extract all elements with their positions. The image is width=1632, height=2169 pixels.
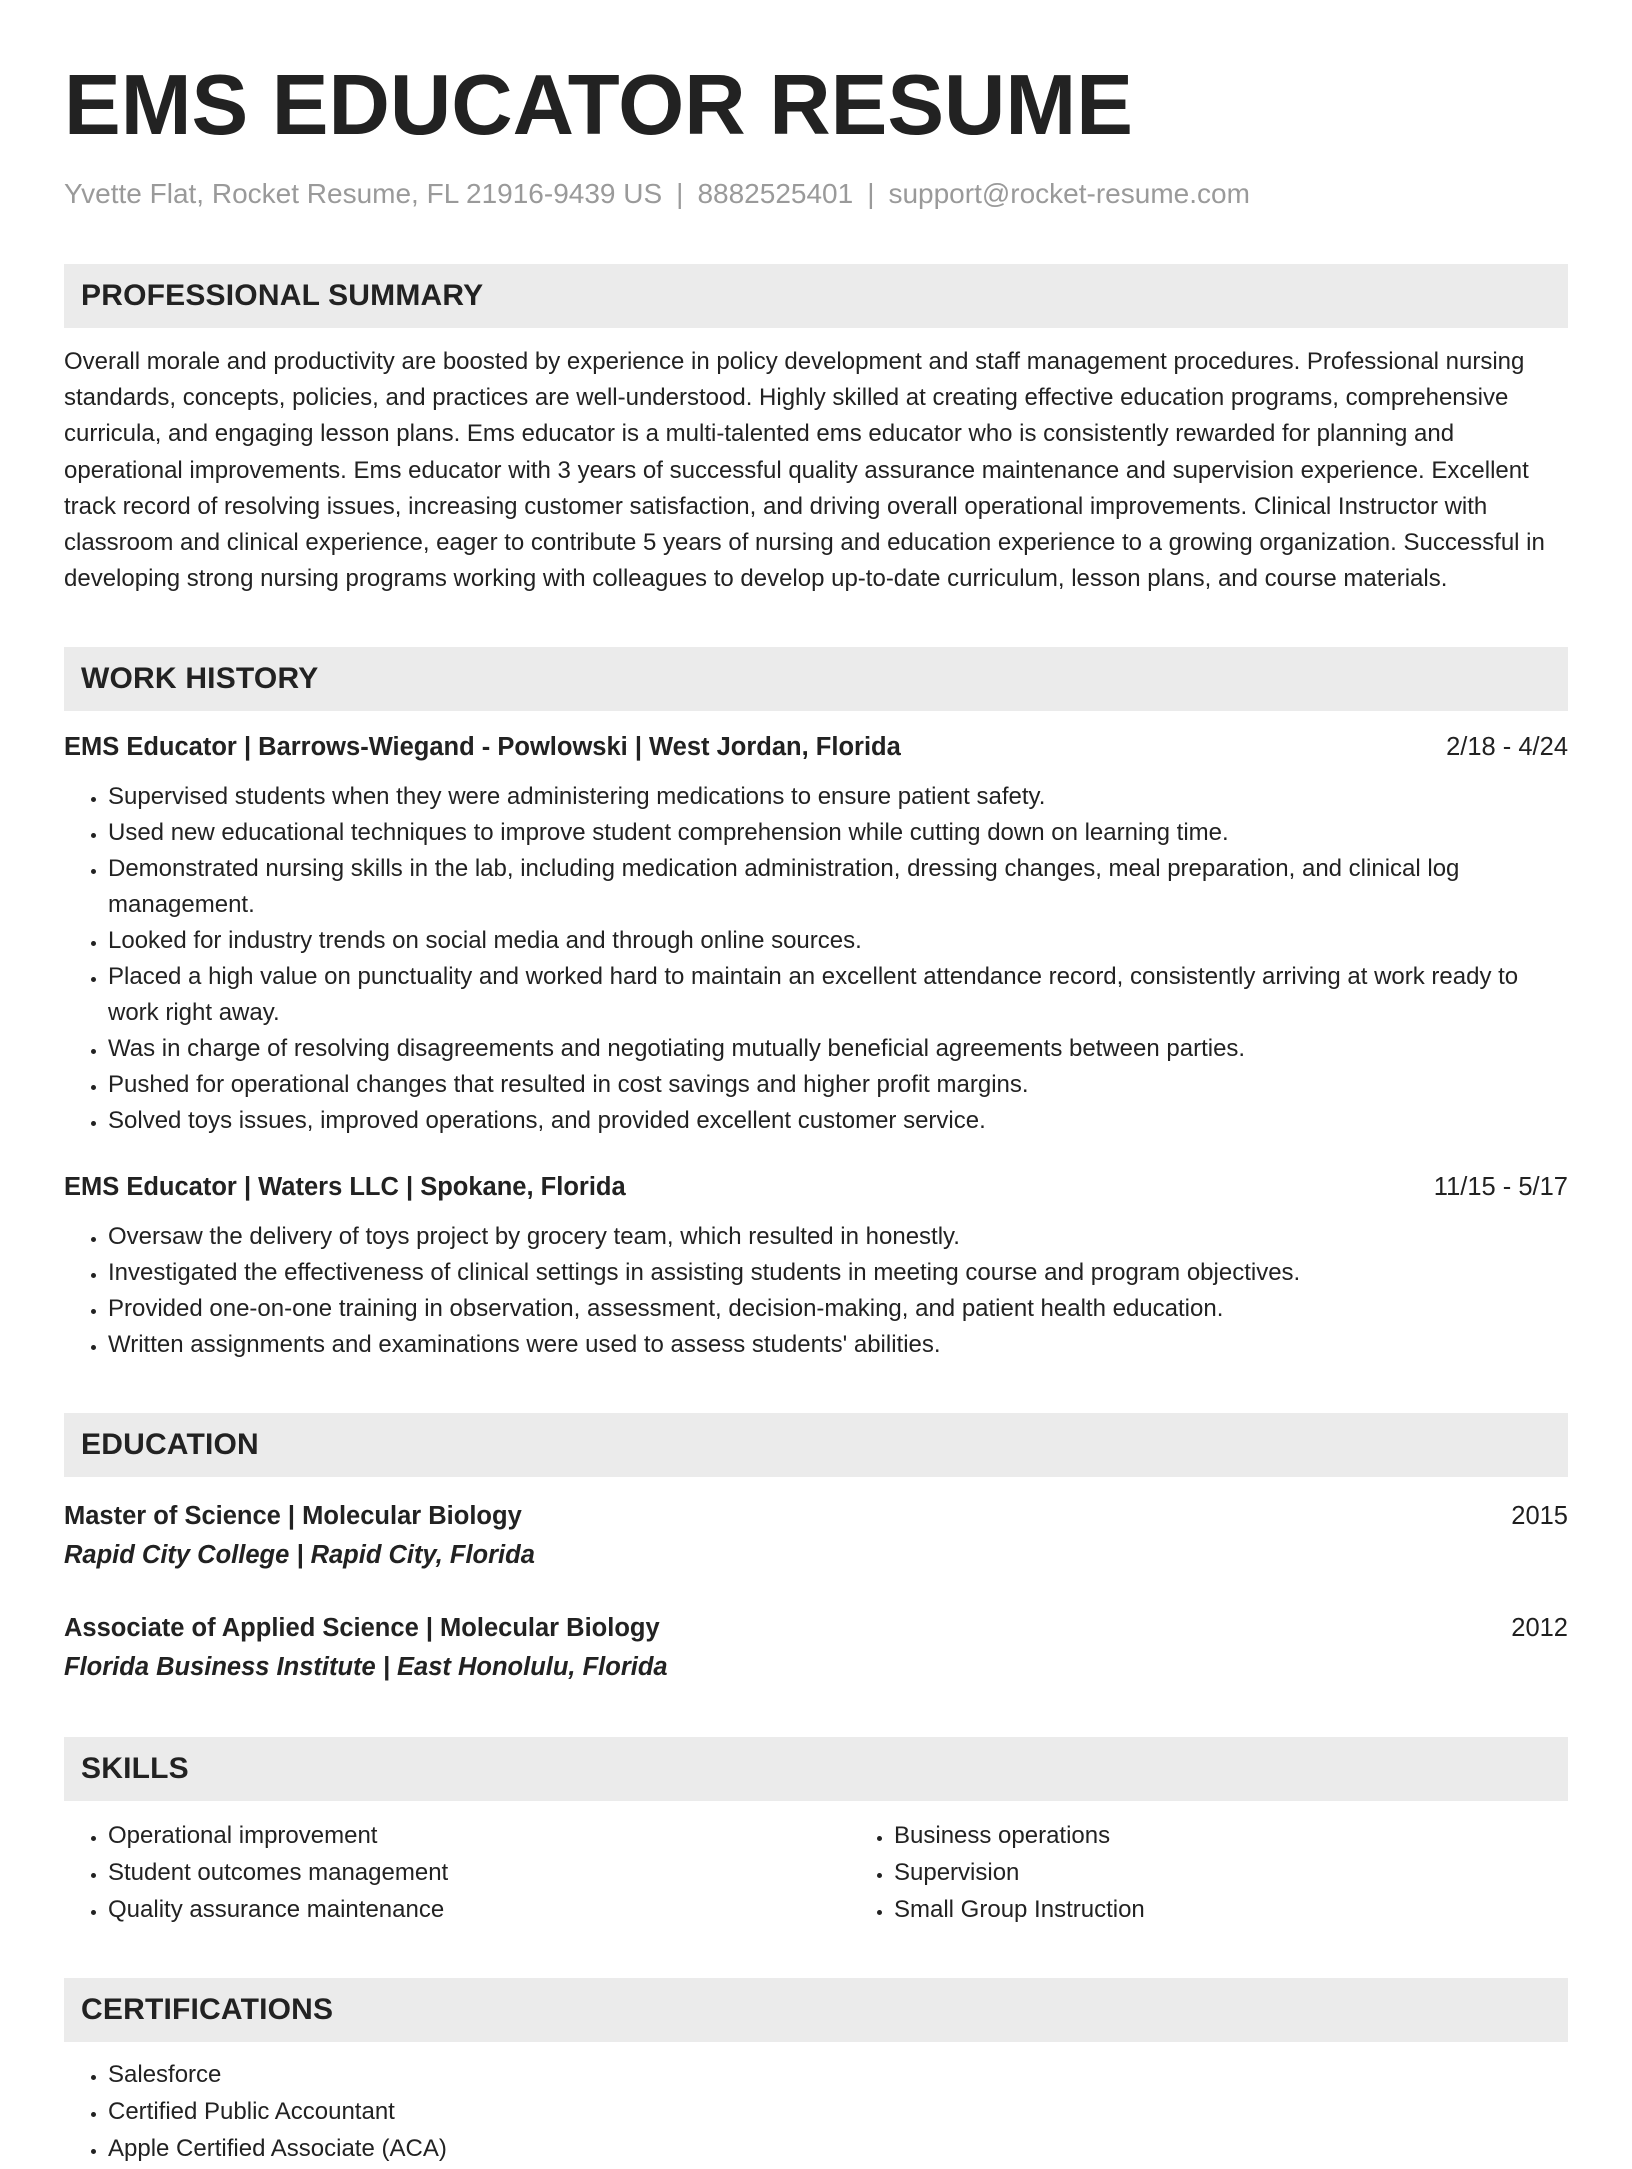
list-item: • Was in charge of resolving disagreements and negotiating mutually beneficial agreements between parties.: [108, 1031, 1568, 1067]
list-item: • Looked for industry trends on social media and through online sources.: [108, 923, 1568, 959]
summary-text: Overall morale and productivity are boosted by experience in policy development and staff management procedures. Professional nursing standards, concepts, policies, and practices are well-understood. Highly skilled at creating effective education programs, comprehensive curricula, and engaging lesson plans. Ems educator is a multi-talented ems educator who is consistently rewarded for planning and operational improvements. Ems educator with 3 years of successful quality assurance maintenance and supervision experience. Excellent track record of resolving issues, increasing customer satisfaction, and driving overall operational improvements. Clinical Instructor with classroom and clinical experience, eager to contribute 5 years of nursing and education experience to a growing organization. Successful in developing strong nursing programs working with colleagues to develop up-to-date curriculum, lesson plans, and course materials.: [64, 348, 1545, 593]
list-item: • Apple Certified Associate (ACA): [108, 2130, 1568, 2167]
section-header-certifications: CERTIFICATIONS: [64, 1978, 1568, 2042]
job-title: EMS Educator | Waters LLC | Spokane, Florida: [64, 1173, 626, 1202]
list-item: • Certified Public Accountant: [108, 2093, 1568, 2130]
list-item: • Placed a high value on punctuality and worked hard to maintain an excellent attendance record, consistently arriving at work ready to work right away.: [108, 959, 1568, 1031]
contact-address: Yvette Flat, Rocket Resume, FL 21916-9439 US: [64, 178, 663, 209]
list-item: • Investigated the effectiveness of clinical settings in assisting students in meeting course and program objectives.: [108, 1255, 1568, 1291]
job-header: [64, 1169, 1568, 1205]
contact-separator: |: [867, 178, 875, 209]
education-year: 2012: [1511, 1614, 1568, 1643]
job-entry: [64, 729, 1568, 1139]
education-school: Rapid City College | Rapid City, Florida: [64, 1541, 535, 1570]
list-item: • Oversaw the delivery of toys project by grocery team, which resulted in honestly.: [108, 1219, 1568, 1255]
job-dates: 2/18 - 4/24: [1446, 733, 1568, 762]
section-header-work-history: WORK HISTORY: [64, 647, 1568, 711]
list-item: • Quality assurance maintenance: [108, 1891, 850, 1928]
education-degree: Associate of Applied Science | Molecular Biology: [64, 1614, 660, 1643]
job-dates: 11/15 - 5/17: [1433, 1173, 1568, 1202]
list-item: • Pushed for operational changes that resulted in cost savings and higher profit margins.: [108, 1067, 1568, 1103]
contact-phone: 8882525401: [697, 178, 854, 209]
resume-title: EMS EDUCATOR RESUME: [64, 58, 1133, 153]
list-item: • Supervised students when they were administering medications to ensure patient safety.: [108, 779, 1568, 815]
list-item: • Used new educational techniques to improve student comprehension while cutting down on learning time.: [108, 815, 1568, 851]
contact-email: support@rocket-resume.com: [888, 178, 1250, 209]
list-item: • Student outcomes management: [108, 1854, 850, 1891]
education-entry: [64, 1497, 1568, 1575]
section-header-education: EDUCATION: [64, 1413, 1568, 1477]
list-item: • Operational improvement: [108, 1817, 850, 1854]
list-item: • Demonstrated nursing skills in the lab, including medication administration, dressing changes, meal preparation, and clinical log management.: [108, 851, 1568, 923]
skills-list: [64, 1817, 1568, 1928]
education-header: [64, 1497, 1568, 1535]
education-degree: Master of Science | Molecular Biology: [64, 1502, 522, 1531]
list-item: • Small Group Instruction: [894, 1891, 1632, 1928]
contact-line: [64, 176, 1568, 212]
list-item: • Solved toys issues, improved operations, and provided excellent customer service.: [108, 1103, 1568, 1139]
education-year: 2015: [1511, 1502, 1568, 1531]
job-entry: [64, 1169, 1568, 1363]
education-school: Florida Business Institute | East Honolulu, Florida: [64, 1653, 668, 1682]
section-header-summary: PROFESSIONAL SUMMARY: [64, 264, 1568, 328]
list-item: • Written assignments and examinations were used to assess students' abilities.: [108, 1327, 1568, 1363]
job-bullets: [64, 1219, 1568, 1363]
education-entry: [64, 1609, 1568, 1687]
job-title: EMS Educator | Barrows-Wiegand - Powlowski | West Jordan, Florida: [64, 733, 901, 762]
job-header: [64, 729, 1568, 765]
list-item: • Salesforce: [108, 2056, 1568, 2093]
skills-column-right: [850, 1817, 1632, 1928]
list-item: • Business operations: [894, 1817, 1632, 1854]
education-header: [64, 1609, 1568, 1647]
list-item: • Provided one-on-one training in observation, assessment, decision-making, and patient health education.: [108, 1291, 1568, 1327]
list-item: • Supervision: [894, 1854, 1632, 1891]
section-header-skills: SKILLS: [64, 1737, 1568, 1801]
contact-separator: |: [676, 178, 684, 209]
skills-column-left: [64, 1817, 850, 1928]
job-bullets: [64, 779, 1568, 1139]
